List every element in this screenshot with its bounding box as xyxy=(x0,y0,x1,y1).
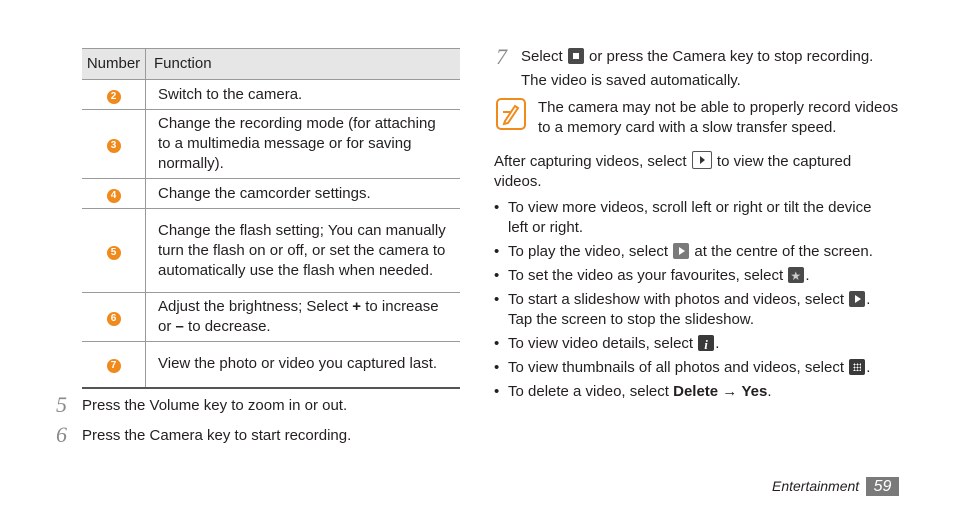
list-item: • To view thumbnails of all photos and videos, select . xyxy=(494,358,894,378)
header-function: Function xyxy=(146,49,461,80)
function-cell: Change the camcorder settings. xyxy=(146,179,461,209)
table-row xyxy=(82,209,460,293)
list-item: • To start a slideshow with photos and videos, select . Tap the screen to stop the slideshow. xyxy=(494,290,894,330)
table-row xyxy=(82,80,460,110)
number-badge: 4 xyxy=(107,189,121,203)
number-badge: 6 xyxy=(107,312,121,326)
list-item: • To view more videos, scroll left or right or tilt the device left or right. xyxy=(494,198,894,238)
number-badge: 3 xyxy=(107,139,121,153)
after-text: After capturing videos, select to view the captured videos. xyxy=(494,153,852,190)
play-icon xyxy=(673,243,689,259)
function-cell: View the photo or video you captured last. xyxy=(146,342,461,388)
step-number-7: 7 xyxy=(496,44,507,69)
number-badge: 7 xyxy=(107,359,121,373)
note-icon xyxy=(496,98,526,130)
bullet-list xyxy=(494,198,894,406)
function-table xyxy=(82,48,460,389)
thumbnails-icon xyxy=(849,359,865,375)
info-icon xyxy=(698,335,714,351)
table-row xyxy=(82,179,460,209)
function-cell: Change the flash setting; You can manually turn the flash on or off, or set the camera to automatically use the flash when needed. xyxy=(146,209,461,293)
table-row xyxy=(82,110,460,179)
list-item: • To play the video, select at the centre of the screen. xyxy=(494,242,894,262)
step-6-text: Press the Camera key to start recording. xyxy=(82,427,352,444)
function-cell: Switch to the camera. xyxy=(146,80,461,110)
table-row xyxy=(82,342,460,388)
step-number-5: 5 xyxy=(56,392,67,417)
step-5-text: Press the Volume key to zoom in or out. xyxy=(82,397,348,414)
page-number: 59 xyxy=(866,477,899,496)
step-number-6: 6 xyxy=(56,422,67,447)
view-icon xyxy=(692,151,712,169)
footer-section: Entertainment xyxy=(772,478,860,494)
function-cell: Adjust the brightness; Select + to increase or – to decrease. xyxy=(146,293,461,342)
stop-icon xyxy=(568,48,584,64)
header-number: Number xyxy=(82,49,146,80)
table-header-row xyxy=(82,49,460,80)
slideshow-icon xyxy=(849,291,865,307)
note-text: The camera may not be able to properly record videos to a memory card with a slow transfer speed. xyxy=(538,99,899,136)
step-7-text: Select or press the Camera key to stop recording. The video is saved automatically. xyxy=(521,48,874,89)
number-badge: 5 xyxy=(107,246,121,260)
number-badge: 2 xyxy=(107,90,121,104)
list-item: • To delete a video, select Delete → Yes. xyxy=(494,382,894,402)
table-row xyxy=(82,293,460,342)
favourite-icon xyxy=(788,267,804,283)
function-cell: Change the recording mode (for attaching to a multimedia message or for saving normally). xyxy=(146,110,461,179)
list-item: • To set the video as your favourites, select ★. xyxy=(494,266,894,286)
list-item: • To view video details, select i. xyxy=(494,334,894,354)
